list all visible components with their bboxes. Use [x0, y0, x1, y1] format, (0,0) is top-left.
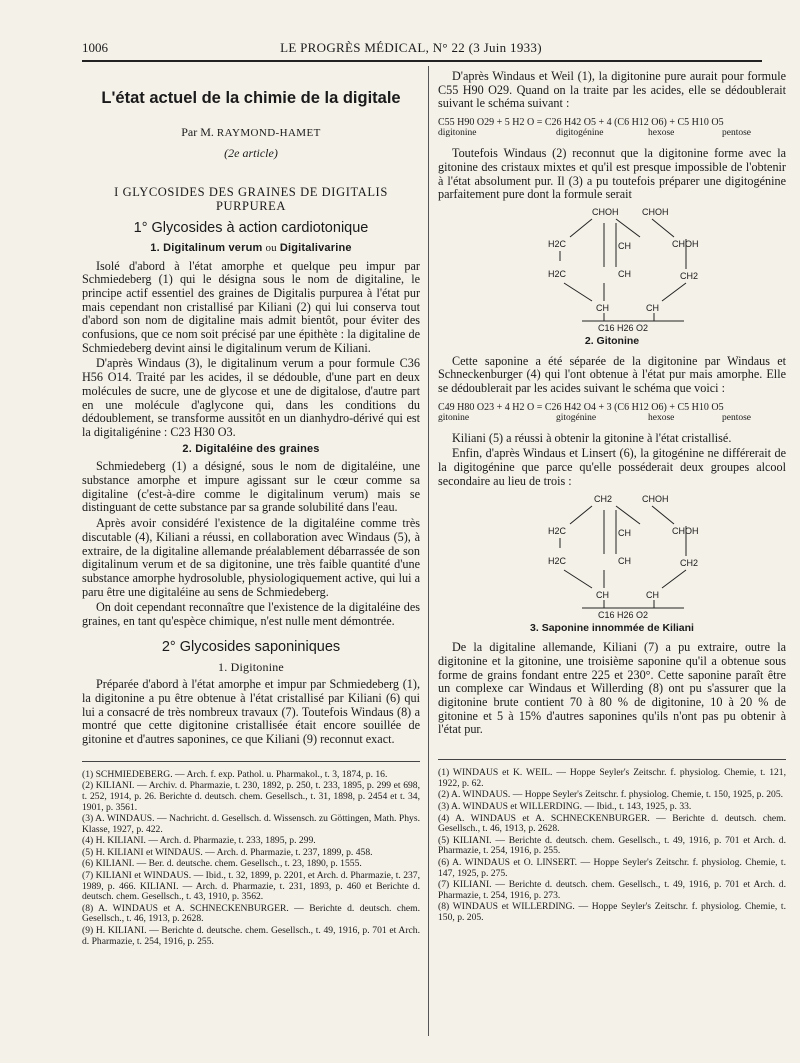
footnote: (6) A. WINDAUS et O. LINSERT. — Hoppe Seyler's Zeitschr. f. physiolog. Chemie, t. 147, 1925, p. 275.: [438, 856, 786, 879]
compound-name: hexose: [648, 128, 675, 139]
compound-name: digitonine: [438, 128, 477, 139]
paragraph: Toutefois Windaus (2) reconnut que la digitonine forme avec la gitonine des cristaux mixtes et qu'il est presque impossible de l'obtenir à l'état absolument pur. Il (3) a pu toutefois préparer une digitogénine parfaitement pure dont la formule serait: [438, 146, 786, 202]
digitogenine-structure: [512, 205, 712, 333]
footnote: (3) A. WINDAUS et WILLERDING. — Ibid., t. 143, 1925, p. 33.: [438, 800, 692, 812]
footnote: (6) KILIANI. — Ber. d. deutsche. chem. Gesellsch., t. 23, 1890, p. 1555.: [82, 858, 362, 870]
atom-label: H2C: [548, 268, 567, 279]
heading-saponin: 2° Glycosides saponiniques: [161, 638, 341, 655]
equation-line: C49 H80 O23 + 4 H2 O = C26 H42 O4 + 3 (C6 H12 O6) + C5 H10 O5: [438, 401, 724, 413]
footnote: (7) KILIANI. — Berichte d. deutsch. chem. Gesellsch., t. 49, 1916, p. 701 et Arch. d. Pharmazie, t. 254, 1916, p. 273.: [438, 879, 786, 901]
atom-label: CH: [618, 240, 631, 251]
author-prefix: Par M.: [181, 124, 214, 139]
left-column: [82, 70, 420, 948]
gitogenine-structure: [512, 492, 712, 620]
paragraph: Kiliani (5) a réussi à obtenir la gitonine à l'état cristallisé.: [452, 430, 732, 445]
atom-label: CH: [596, 302, 609, 313]
compound-name: hexose: [648, 412, 675, 423]
footnotes-left: [82, 761, 420, 948]
atom-label: CHOH: [592, 206, 619, 217]
footnote: (4) H. KILIANI. — Arch. d. Pharmazie, t. 233, 1895, p. 299.: [82, 835, 316, 847]
atom-label: H2C: [548, 238, 567, 249]
section-title: I GLYCOSIDES DES GRAINES DE DIGITALIS PURPUREA: [114, 185, 388, 214]
footnote: (7) KILIANI et WINDAUS. — Ibid., t. 32, 1899, p. 2201, et Arch. d. Pharmazie, t. 237, 1989, p. 466. KILIANI. — Arch. d. Pharmazie, t. 231, 1893, p. 460 et Berichte d. deutsch. chem. Gesellsch., t. 43, 1910, p. 3562.: [82, 870, 420, 903]
right-column: [438, 70, 786, 924]
paragraph: D'après Windaus (3), le digitalinum verum a pour formule C36 H56 O14. Traité par les acides, il se dédouble, d'une part en deux molécules de sucre, une de glycose et une de digitalose, d'autre part en une molécule d'aglycone qui, dans les conditions du dédoublement, se transforme aussitôt en un dianhydro-dérivé qui est la digitaligénine : C23 H30 O3.: [82, 356, 420, 439]
column-divider: [428, 66, 429, 1036]
subheading-digitonine: 1. Digitonine: [218, 659, 284, 674]
article-title: L'état actuel de la chimie de la digitale: [101, 89, 401, 107]
footnote: (3) A. WINDAUS. — Nachricht. d. Gesellsch. d. Wissensch. zu Göttingen, Math. Phys. Klasse, 1927, p. 422.: [82, 813, 420, 835]
atom-label: CH: [618, 527, 631, 538]
equation-line: C55 H90 O29 + 5 H2 O = C26 H42 O5 + 4 (C6 H12 O6) + C5 H10 O5: [438, 117, 724, 129]
atom-label: CH2: [680, 270, 699, 281]
footnote: (9) H. KILIANI. — Berichte d. deutsche. chem. Gesellsch., t. 49, 1916, p. 701 et Arch. d. Pharmazie, t. 254, 1916, p. 255.: [82, 925, 420, 947]
author-name: RAYMOND-HAMET: [216, 126, 321, 139]
footnote: (1) WINDAUS et K. WEIL. — Hoppe Seyler's Zeitschr. f. physiolog. Chemie, t. 121, 1922, p. 62.: [438, 767, 786, 789]
paragraph: Après avoir considéré l'existence de la digitaléine comme très discutable (4), Kiliani a réussi, en collaboration avec Windaus (5), à extraire, de la digitaline allemande préalablement débarrassée de son digitalinum verum et de sa digitonine, une très faible quantité d'une substance amorphe hydrosoluble, physiologiquement active, qui lui a paru être une digitaléine au sens de Schmiedeberg.: [82, 516, 420, 599]
atom-label: CHOH: [672, 238, 699, 249]
subheading-kiliani-saponin: 3. Saponine innommée de Kiliani: [530, 621, 694, 634]
atom-label: CHOH: [672, 525, 699, 536]
paragraph: Cette saponine a été séparée de la digitonine par Windaus et Schneckenburger (4) qui l'ont obtenue à l'état pur mais amorphe. Elle se dédoublerait par les acides suivant le schéma que voici :: [438, 353, 786, 396]
equation-names: [438, 128, 786, 139]
subheading-digitalinum-or: ou: [262, 241, 280, 254]
footnote: (5) H. KILIANI et WINDAUS. — Arch. d. Pharmazie, t. 237, 1899, p. 458.: [82, 846, 373, 858]
footnote: (1) SCHMIEDEBERG. — Arch. f. exp. Pathol. u. Pharmakol., t. 3, 1874, p. 16.: [82, 768, 388, 780]
paragraph: De la digitaline allemande, Kiliani (7) a pu extraire, outre la digitonine et la gitonine, une troisième saponine qu'il a obtenue sous forme de grains fondant entre 225 et 230°. Cette saponine paraît être un complexe car Windaus et Willerding (8) ont pu s'assurer que la digitonine brute contient 70 à 80 % de digitonine, 10 à 20 % de gitonine et 5 à 15% d'autres saponines qu'ils n'ont pas pu obtenir à l'état pur.: [438, 640, 786, 737]
journal-running-title: LE PROGRÈS MÉDICAL, N° 22 (3 Juin 1933): [280, 40, 542, 55]
subheading-digitaleine: 2. Digitaléine des graines: [182, 442, 320, 455]
atom-label: C16 H26 O2: [598, 322, 649, 333]
footnote: (2) KILIANI. — Archiv. d. Pharmazie, t. 230, 1892, p. 250, t. 233, 1895, p. 299 et 698, t. 252, 1914, p. 26. Berichte d. deutsch. chem. Gesellsch., t. 31, 1898, p. 2454 et t. 34, 1901, p. 3561.: [82, 780, 420, 813]
atom-label: H2C: [548, 555, 567, 566]
footnote: (8) WINDAUS et WILLERDING. — Hoppe Seyler's Zeitschr. f. physiolog. Chemie, t. 150, p. 205.: [438, 901, 786, 923]
compound-name: pentose: [722, 128, 752, 139]
paragraph: Isolé d'abord à l'état amorphe et quelque peu impur par Schmiedeberg (1) qui le désigna sous le nom de digitaline, le principe actif essentiel des graines de Digitalis purpurea à l'état pur mais cependant non cristallisé par Kiliani (2) qui lui conserva tout d'abord son nom de digitaline mais admit bientôt, pour éviter des confusions, que ce nom soit précisé par une épithète : la digitaline de Schmiedeberg devint ainsi le digitalinum verum de Kiliani.: [82, 258, 420, 355]
paragraph: On doit cependant reconnaître que l'existence de la digitaléine des graines, en tant qu'espèce chimique, n'est nulle ment démontrée.: [82, 600, 420, 629]
footnote: (2) A. WINDAUS. — Hoppe Seyler's Zeitschr. f. physiolog. Chemie, t. 150, 1925, p. 205.: [438, 789, 784, 801]
atom-label: CH: [646, 302, 659, 313]
header-rule: [82, 60, 762, 62]
subheading-gitonine: 2. Gitonine: [584, 334, 640, 347]
equation-names: [438, 413, 786, 424]
subheading-digitalinum-b: Digitalivarine: [279, 241, 352, 254]
atom-label: CHOH: [642, 493, 669, 504]
compound-name: gitogénine: [556, 412, 597, 423]
footnote: (4) A. WINDAUS et A. SCHNECKENBURGER. — Berichte d. deutsch. chem. Gesellsch., t. 46, 1913, p. 2628.: [438, 812, 786, 835]
footnotes-right: [438, 759, 786, 923]
atom-label: H2C: [548, 525, 567, 536]
heading-cardiotonic: 1° Glycosides à action cardiotonique: [133, 220, 369, 237]
author-line: [82, 126, 420, 141]
footnote: (8) A. WINDAUS et A. SCHNECKENBURGER. — Berichte d. deutsch. chem. Gesellsch., t. 46, 1913, p. 2628.: [82, 902, 420, 925]
footnote: (5) KILIANI. — Berichte d. deutsch. chem. Gesellsch., t. 49, 1916, p. 701 et Arch. d. Pharmazie, t. 254, 1916, p. 255.: [438, 834, 786, 857]
atom-label: CH2: [594, 493, 613, 504]
atom-label: CH: [618, 555, 631, 566]
atom-label: CH2: [680, 557, 699, 568]
subheading-digitalinum: [82, 242, 420, 256]
atom-label: C16 H26 O2: [598, 609, 649, 620]
compound-name: gitonine: [438, 412, 470, 423]
equation-digitonine: [438, 117, 786, 139]
compound-name: pentose: [722, 412, 752, 423]
paragraph: D'après Windaus et Weil (1), la digitonine pure aurait pour formule C55 H90 O29. Quand on la traite par les acides, elle se dédoublerait suivant le schéma suivant :: [438, 69, 786, 111]
atom-label: CH: [596, 589, 609, 600]
paragraph: Schmiedeberg (1) a désigné, sous le nom de digitaléine, une substance amorphe et impure agissant sur le cœur comme sa digitaline (c'est-à-dire comme le digitalinum verum) mais se distinguant de cette substance par sa grande solubilité dans l'eau.: [82, 459, 420, 515]
paragraph: Enfin, d'après Windaus et Linsert (6), la gitogénine ne différerait de la digitogénine que parce qu'elle posséderait deux groupes alcool secondaire au lieu de trois :: [438, 446, 786, 488]
subheading-digitalinum-a: 1. Digitalinum verum: [150, 241, 263, 254]
atom-label: CH: [618, 268, 631, 279]
compound-name: digitogénine: [556, 128, 604, 139]
equation-gitonine: [438, 402, 786, 424]
paragraph: Préparée d'abord à l'état amorphe et impur par Schmiedeberg (1), la digitonine a pu être obtenue à l'état cristallisé par Kiliani (6) qui lui a consacré de très nombreux travaux (7). Toutefois Windaus (8) a montré que cette digitonine cristallisée était encore souillée de gitonine et d'autres saponines, ce que Kiliani (9) reconnut exact.: [82, 677, 420, 747]
atom-label: CHOH: [642, 206, 669, 217]
article-subtitle: (2e article): [224, 146, 278, 161]
page-header: [60, 34, 762, 60]
page-number: 1006: [82, 40, 108, 55]
atom-label: CH: [646, 589, 659, 600]
